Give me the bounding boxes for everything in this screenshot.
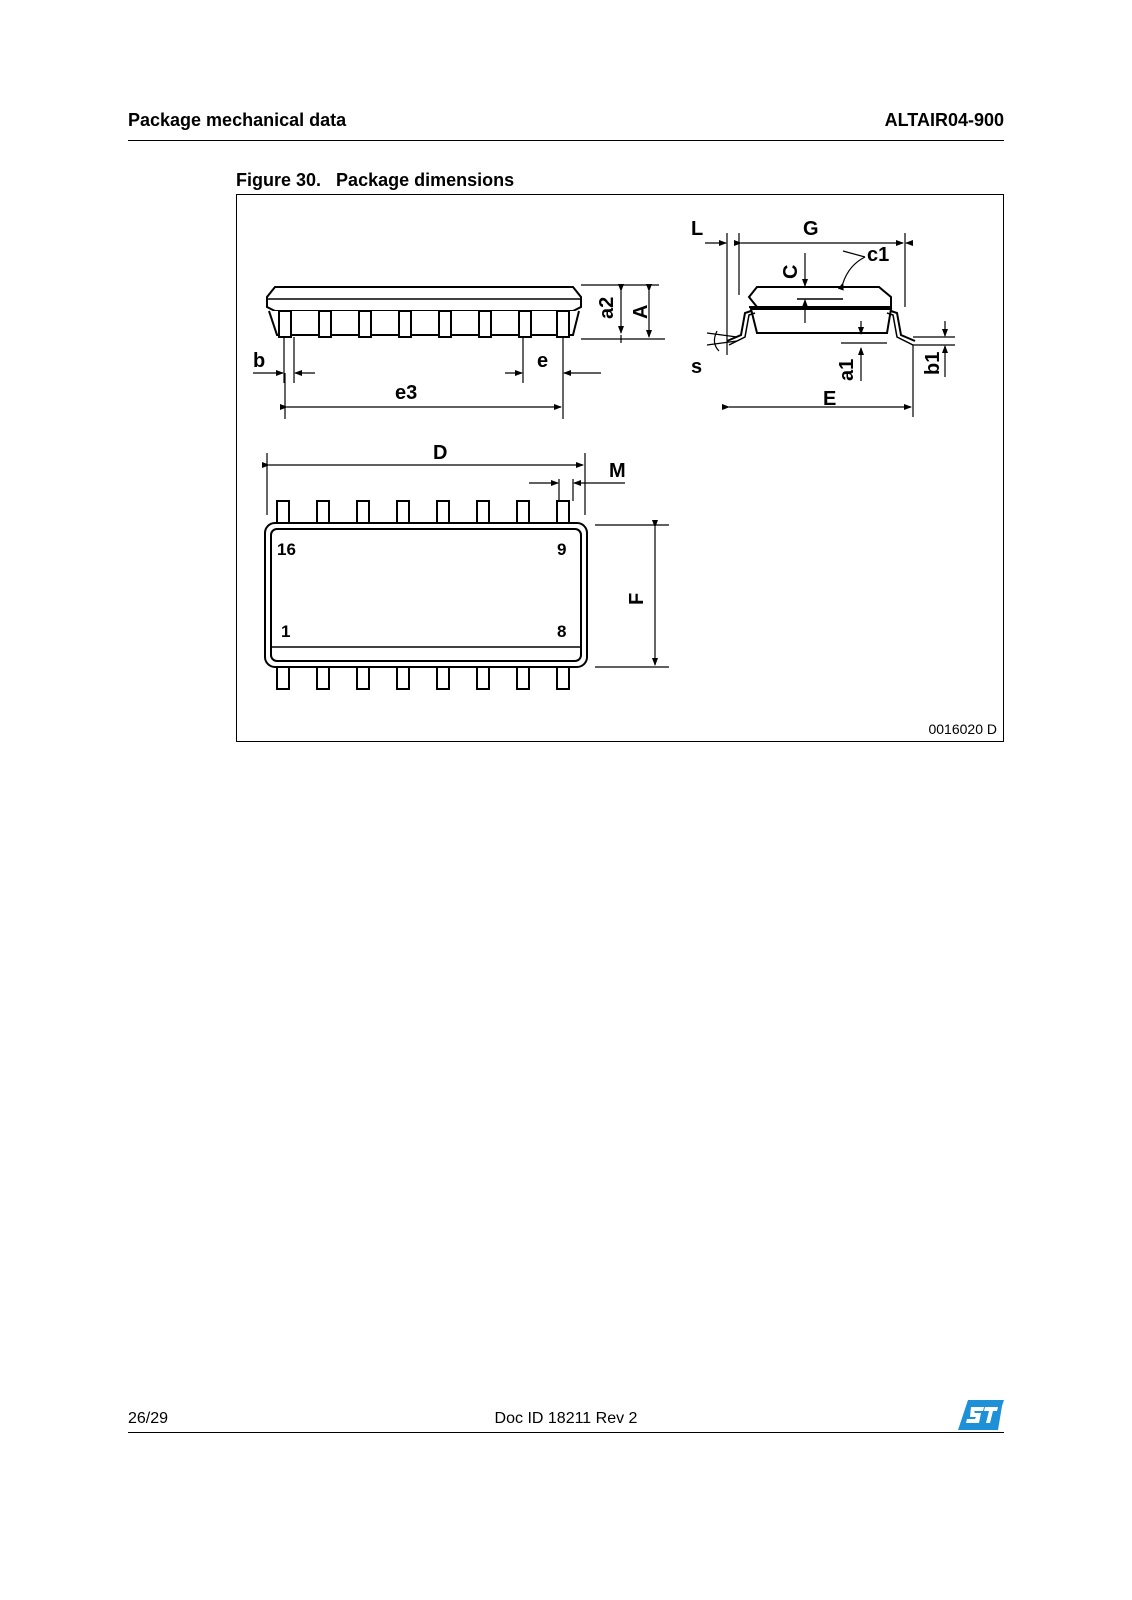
doc-id: Doc ID 18211 Rev 2: [494, 1410, 638, 1427]
package-drawing: [237, 195, 1003, 741]
figure-number: Figure 30.: [236, 170, 322, 190]
st-logo-icon: [958, 1400, 1004, 1435]
figure-code: 0016020 D: [928, 721, 997, 737]
dim-label-c1: c1: [867, 244, 890, 266]
dim-label-a2: a2: [596, 296, 618, 319]
header-rule: [128, 140, 1004, 141]
dim-label-G: G: [803, 218, 819, 240]
header-product-name: ALTAIR04-900: [884, 110, 1004, 130]
figure-title: Package dimensions: [336, 170, 515, 190]
header-section-title: Package mechanical data: [128, 110, 347, 130]
dim-label-b1: b1: [922, 351, 944, 375]
figure-caption: [236, 170, 514, 191]
dim-label-L: L: [691, 218, 704, 240]
dim-label-a1: a1: [836, 358, 858, 381]
pin-label-16: 16: [277, 540, 296, 559]
footer-rule: [128, 1432, 1004, 1433]
dim-label-M: M: [609, 460, 626, 482]
pin-label-8: 8: [557, 622, 567, 641]
pin-label-1: 1: [281, 622, 291, 641]
dim-label-A: A: [630, 304, 652, 319]
page-number: 26/29: [128, 1410, 169, 1427]
dim-label-e3: e3: [395, 382, 418, 404]
dim-label-D: D: [433, 442, 448, 464]
package-dimensions-figure: [236, 194, 1004, 742]
dim-label-e: e: [537, 350, 549, 372]
dim-label-E: E: [823, 388, 837, 410]
top-view: [265, 453, 669, 689]
dim-label-b: b: [253, 350, 266, 372]
pin-label-9: 9: [557, 540, 567, 559]
dim-label-C: C: [780, 264, 802, 279]
dim-label-F: F: [626, 592, 648, 605]
dim-label-s: s: [691, 356, 703, 378]
